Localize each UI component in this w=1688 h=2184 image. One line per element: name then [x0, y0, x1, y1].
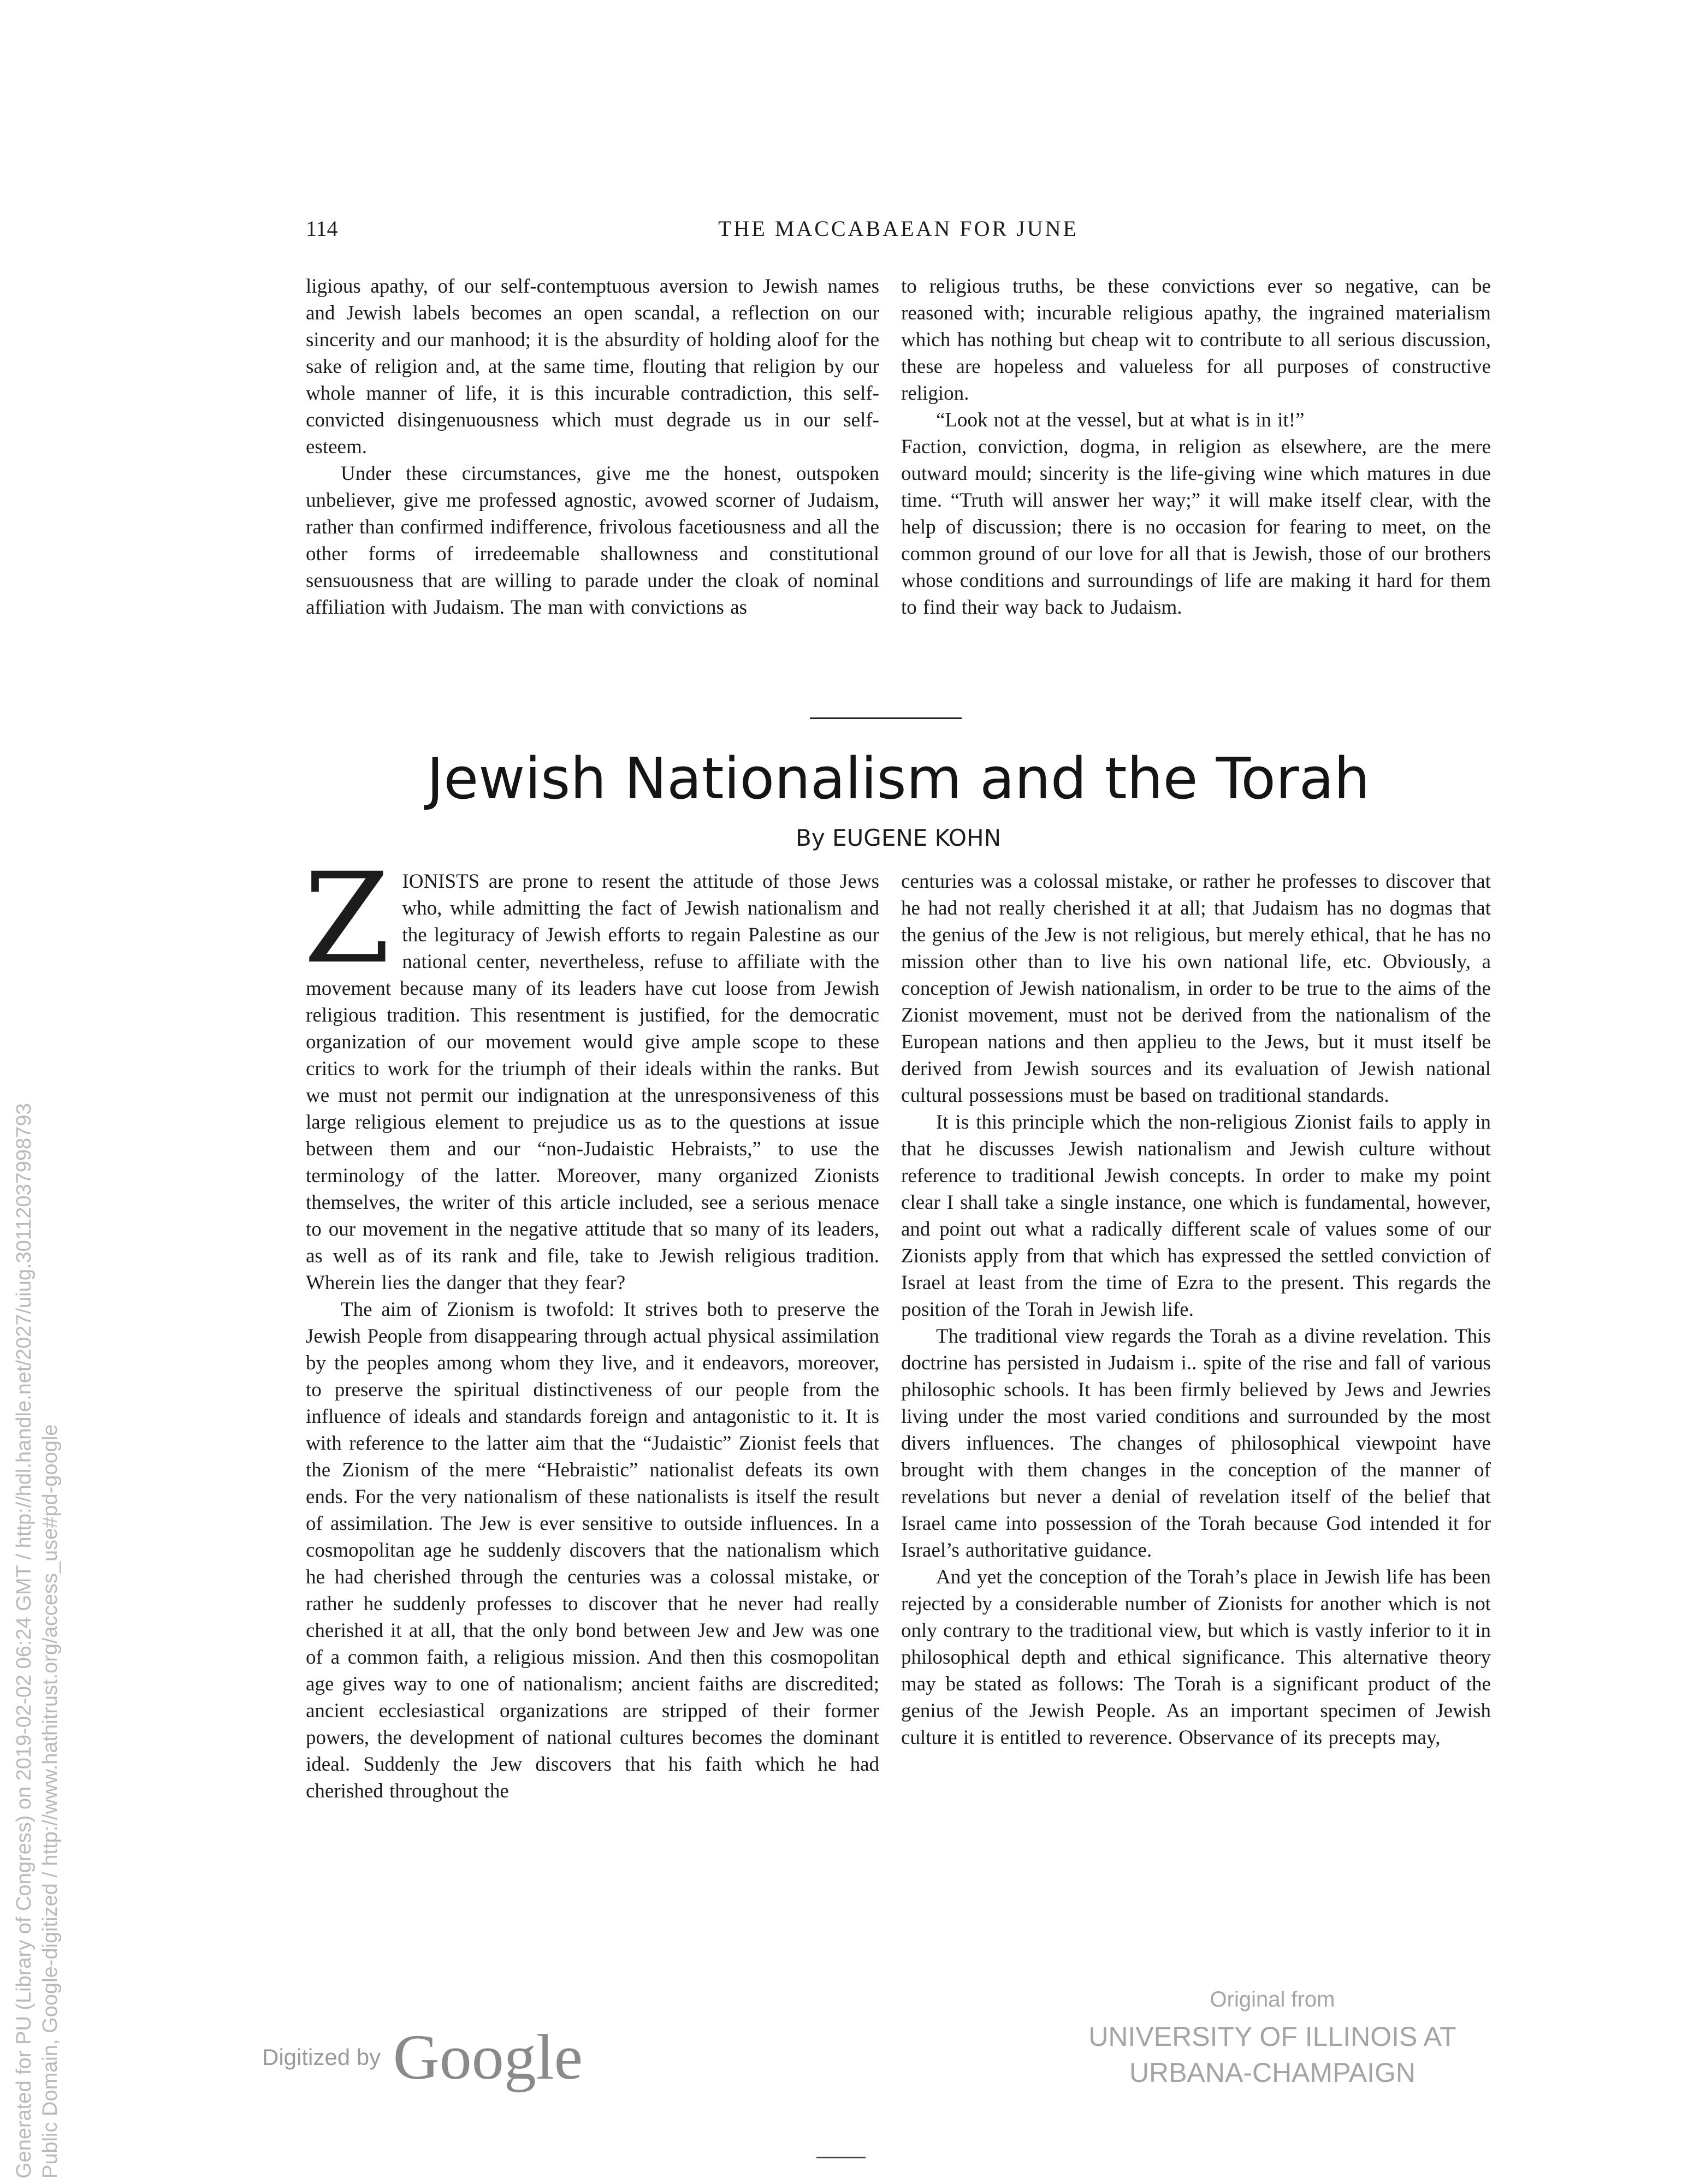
paragraph: And yet the conception of the Torah’s place in Jewish life has been rejected by a considerable number of Zionists for another which is not only contrary to the traditional view, but which is vastly inferior to it in philosophical depth and ethical significance. This alternative theory may be stated as follows: The Torah is a significant product of the genius of the Jewish People. As an important specimen of Jewish culture it is entitled to reverence. Observance of its precepts may, [901, 1566, 1491, 1749]
page-header [306, 216, 1491, 248]
original-from-notice [1038, 1987, 1507, 2091]
paragraph: to religious truths, be these convictions ever so negative, can be reasoned with; incurable religious apathy, the ingrained materialism which has nothing but cheap wit to contribute to all serious discussion, these are hopeless and valueless for all purposes of constructive religion. [901, 275, 1491, 405]
prior-article-column-right [901, 273, 1491, 621]
google-logo: Google [393, 2021, 583, 2093]
digitized-by-google [262, 2020, 583, 2094]
article-title: Jewish Nationalism and the Torah [427, 745, 1370, 812]
paragraph: The aim of Zionism is twofold: It strives both to preserve the Jewish People from disappearing through actual physical assimilation by the peoples among whom they live, and it endeavors, moreover, to preserve the spiritual distinctiveness of our people from the influence of ideals and standards foreign and antagonistic to it. It is with reference to the latter aim that the “Judaistic” Zionist feels that the Zionism of the mere “Hebraistic” nationalist defeats its own ends. For the very nationalism of these nationalists is itself the result of assimilation. The Jew is ever sensitive to outside influences. In a cosmopolitan age he suddenly discovers that the nationalism which he had cherished through the centuries was a colossal mistake, or rather he suddenly professes to discover that he never had really cherished it at all, that the only bond between Jew and Jew was one of a common faith, a religious mission. And then this cosmopolitan age gives way to one of nationalism; ancient faiths are discredited; ancient ecclesiastical organizations are stripped of their former powers, the development of national cultures becomes the dominant ideal. Suddenly the Jew discovers that his faith which he had cherished throughout the [306, 1298, 879, 1802]
paragraph-text: IONISTS are prone to resent the attitude of those Jews who, while admitting the fact of Jewish nationalism and the legituracy of Jewish efforts to regain Palestine as our national center, nevertheless, refuse to affiliate with the movement because many of its leaders have cut loose from Jewish religious tradition. This resentment is justified, for the democratic organization of our movement would give ample scope to these critics to work for the triumph of their ideals within the ranks. But we must not permit our indignation at the unresponsiveness of this large religious element to prejudice us as to the questions at issue between them and our “non-Judaistic Hebraists,” to use the terminology of the latter. Moreover, many organized Zionists themselves, the writer of this article included, see a serious menace to our movement in the negative attitude that so many of its leaders, as well as of its rank and file, take to Jewish religious tradition. Wherein lies the danger that they fear? [306, 870, 879, 1294]
page-number: 114 [306, 216, 338, 241]
watermark-line: Public Domain, Google-digitized / http://www.hathitrust.org/access_use#pd-google [39, 1424, 62, 2179]
prior-article-column-left [306, 273, 879, 621]
university-campus: URBANA-CHAMPAIGN [1129, 2057, 1416, 2088]
pull-quote: “Look not at the vessel, but at what is in it!” [936, 409, 1305, 431]
footer-rule [816, 2157, 866, 2158]
opening-paragraph [304, 846, 879, 1296]
article-byline: By EUGENE KOHN [796, 824, 1001, 851]
paragraph: ligious apathy, of our self-contemptuous aversion to Jewish names and Jewish labels becomes an open scandal, a reflection on our sincerity and our manhood; it is the absurdity of holding aloof for the sake of religion and, at the same time, flouting that religion by our whole manner of life, it is this incurable contradiction, this self-convicted disingenuousness which must degrade us in our self-esteem. [306, 275, 879, 458]
drop-cap: Z [304, 846, 390, 991]
paragraph: Faction, conviction, dogma, in religion as elsewhere, are the mere outward mould; sincerity is the life-giving wine which matures in due time. “Truth will answer her way;” it will make itself clear, with the help of discussion; there is no occasion for fearing to meet, on the common ground of our love for all that is Jewish, those of our brothers whose conditions and surroundings of life are making it hard for them to find their way back to Judaism. [901, 436, 1491, 619]
digitized-by-label: Digitized by [262, 2044, 381, 2070]
paragraph: centuries was a colossal mistake, or rather he professes to discover that he had not really cherished it at all; that Judaism has no dogmas that the genius of the Jew is not religious, but merely ethical, that he has no mission other than to live his own national life, etc. Obviously, a conception of Jewish nationalism, in order to be true to the aims of the Zionist movement, must not be derived from the nationalism of the European nations and then applieu to the Jews, but it must itself be derived from Jewish sources and its evaluation of Jewish national cultural possessions must be based on traditional standards. [901, 870, 1491, 1107]
paragraph: The traditional view regards the Torah as a divine revelation. This doctrine has persisted in Judaism i.. spite of the rise and fall of various philosophic schools. It has been firmly believed by Jews and Jewries living under the most varied conditions and surrounded by the most divers influences. The changes of philosophical viewpoint have brought with them changes in the conception of the manner of revelations but never a denial of revelation itself of the belief that Israel came into possession of the Torah because God intended it for Israel’s authoritative guidance. [901, 1325, 1491, 1562]
running-head: THE MACCABAEAN FOR JUNE [718, 216, 1079, 241]
paragraph: It is this principle which the non-religious Zionist fails to apply in that he discusses Jewish nationalism and Jewish culture without reference to traditional Jewish concepts. In order to make my point clear I shall take a single instance, one which is fundamental, however, and point out what a radically different scale of values some of our Zionists apply from that which has expressed the settled conviction of Israel at least from the time of Ezra to the present. This regards the position of the Torah in Jewish life. [901, 1111, 1491, 1321]
watermark-line: Generated for PU (Library of Congress) on 2019-02-02 06:24 GMT / http://hdl.handle.net/2027/uiug.30112037998793 [13, 1103, 35, 2179]
hathitrust-watermark [11, 1103, 63, 2179]
paragraph: Under these circumstances, give me the honest, outspoken unbeliever, give me professed agnostic, avowed scorner of Judaism, rather than confirmed indifference, frivolous facetiousness and all the other forms of irredeemable shallowness and constitutional sensuousness that are willing to parade under the cloak of nominal affiliation with Judaism. The man with convictions as [306, 462, 879, 619]
article-column-right [901, 868, 1491, 1751]
section-divider [810, 717, 962, 719]
university-name: UNIVERSITY OF ILLINOIS AT [1088, 2021, 1456, 2052]
article-column-left [304, 846, 879, 1805]
original-from-label: Original from [1210, 1987, 1335, 2011]
